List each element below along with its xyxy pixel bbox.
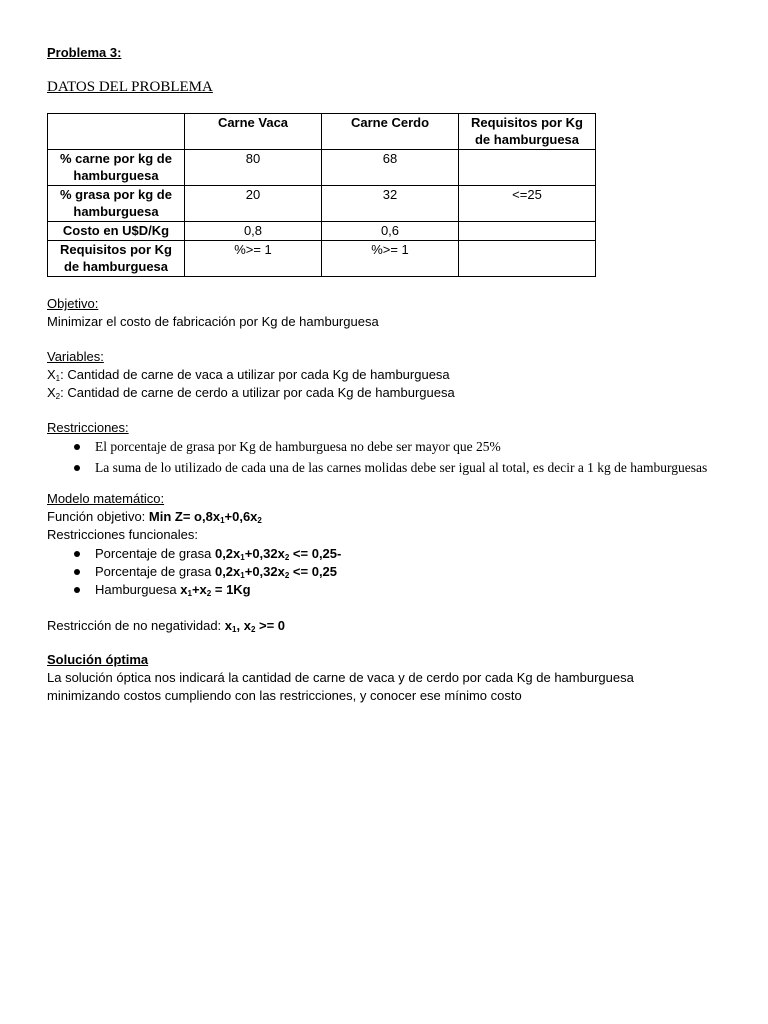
constraint-expr-c: <= 0,25: [289, 564, 338, 579]
constraint-expr-b: +0,32x: [244, 564, 285, 579]
list-item-text: El porcentaje de grasa por Kg de hamburguesa no debe ser mayor que 25%: [95, 439, 501, 454]
no-negatividad: [47, 618, 285, 633]
problem-title: Problema 3:: [47, 45, 122, 60]
table-cell: 0,8: [185, 222, 322, 241]
table-row: [48, 186, 596, 222]
no-negatividad-label: Restricción de no negatividad:: [47, 618, 225, 633]
table-header-cell: Carne Cerdo: [322, 114, 459, 150]
bullet-icon: [74, 551, 80, 557]
variable-x2: [47, 385, 455, 400]
row-header-cell: Costo en U$D/Kg: [48, 222, 185, 241]
no-negatividad-sub2: 2: [250, 625, 256, 634]
constraint-sub1: 1: [240, 571, 245, 580]
solucion-line-2: minimizando costos cumpliendo con las restricciones, y conocer ese mínimo costo: [47, 688, 522, 703]
funcionales-label: Restricciones funcionales:: [47, 527, 199, 542]
no-negatividad-expr-c: >= 0: [255, 618, 286, 633]
constraint-expr-c: = 1Kg: [211, 582, 251, 597]
list-item: [47, 438, 719, 456]
bullet-icon: [74, 465, 80, 471]
variable-x2-text: : Cantidad de carne de cerdo a utilizar por cada Kg de hamburguesa: [60, 385, 455, 400]
table-header-cell: Carne Vaca: [185, 114, 322, 150]
section-heading: DATOS DEL PROBLEMA: [47, 79, 213, 95]
constraint-expr-a: 0,2x: [214, 564, 241, 579]
list-item: [47, 545, 341, 563]
no-negatividad-sub1: 1: [232, 625, 237, 634]
table-cell: 68: [322, 150, 459, 186]
table-cell: 0,6: [322, 222, 459, 241]
constraint-sub2: 2: [206, 589, 212, 598]
no-negatividad-expr-b: , x: [236, 618, 251, 633]
table-row: [48, 222, 596, 241]
constraint-expr-a: x: [180, 582, 188, 597]
constraint-label: Porcentaje de grasa: [95, 564, 215, 579]
funcion-objetivo-expr-a: Min Z= o,8x: [148, 509, 221, 524]
table-header-cell: [48, 114, 185, 150]
restricciones-label: Restricciones:: [47, 420, 129, 435]
row-header-cell: Requisitos por Kg de hamburguesa: [48, 241, 185, 277]
row-header-cell: % grasa por kg de hamburguesa: [48, 186, 185, 222]
funcion-objetivo-sub1: 1: [220, 516, 225, 525]
list-item-text: La suma de lo utilizado de cada una de las carnes molidas debe ser igual al total, es decir a 1 kg de hamburguesas: [95, 460, 708, 475]
bullet-icon: [74, 587, 80, 593]
funcionales-list: [47, 545, 341, 599]
table-cell: 32: [322, 186, 459, 222]
list-item: [47, 563, 341, 581]
funcion-objetivo-sub2: 2: [257, 516, 262, 525]
list-item: [47, 581, 341, 599]
variable-x1-text: : Cantidad de carne de vaca a utilizar por cada Kg de hamburguesa: [60, 367, 450, 382]
row-header-cell: % carne por kg de hamburguesa: [48, 150, 185, 186]
variables-label: Variables:: [47, 349, 104, 364]
table-cell: %>= 1: [322, 241, 459, 277]
table-cell: <=25: [459, 186, 596, 222]
constraint-sub2: 2: [284, 553, 290, 562]
variable-x1: [47, 367, 450, 382]
list-item: [47, 459, 719, 477]
variable-x2-subscript: 2: [55, 392, 61, 401]
constraint-label: Porcentaje de grasa: [95, 546, 215, 561]
constraint-sub1: 1: [240, 553, 245, 562]
bullet-icon: [74, 569, 80, 575]
modelo-label: Modelo matemático:: [47, 491, 165, 506]
variable-x1-symbol: X: [47, 367, 56, 382]
table-cell: [459, 150, 596, 186]
table-header-row: [48, 114, 596, 150]
bullet-icon: [74, 444, 80, 450]
table-cell: [459, 241, 596, 277]
funcion-objetivo-label: Función objetivo:: [47, 509, 149, 524]
funcion-objetivo: [47, 509, 262, 524]
objetivo-text: Minimizar el costo de fabricación por Kg de hamburguesa: [47, 314, 379, 329]
constraint-expr-b: +x: [191, 582, 207, 597]
constraint-expr-b: +0,32x: [244, 546, 285, 561]
constraint-expr-c: <= 0,25-: [289, 546, 342, 561]
funcion-objetivo-expr-b: +0,6x: [224, 509, 258, 524]
solucion-line-1: La solución óptica nos indicará la cantidad de carne de vaca y de cerdo por cada Kg de hamburguesa: [47, 670, 634, 685]
variable-x1-subscript: 1: [55, 374, 61, 383]
variable-x2-symbol: X: [47, 385, 56, 400]
constraint-sub2: 2: [284, 571, 290, 580]
objetivo-label: Objetivo:: [47, 296, 99, 311]
constraint-sub1: 1: [187, 589, 192, 598]
restricciones-list: [47, 438, 719, 480]
table-row: [48, 241, 596, 277]
table-cell: 20: [185, 186, 322, 222]
table-cell: [459, 222, 596, 241]
table-cell: %>= 1: [185, 241, 322, 277]
table-row: [48, 150, 596, 186]
constraint-label: Hamburguesa: [95, 582, 181, 597]
table-header-cell: Requisitos por Kg de hamburguesa: [459, 114, 596, 150]
no-negatividad-expr-a: x: [224, 618, 233, 633]
constraint-expr-a: 0,2x: [214, 546, 241, 561]
data-table: [47, 113, 596, 277]
table-cell: 80: [185, 150, 322, 186]
solucion-label: Solución óptima: [47, 652, 149, 667]
